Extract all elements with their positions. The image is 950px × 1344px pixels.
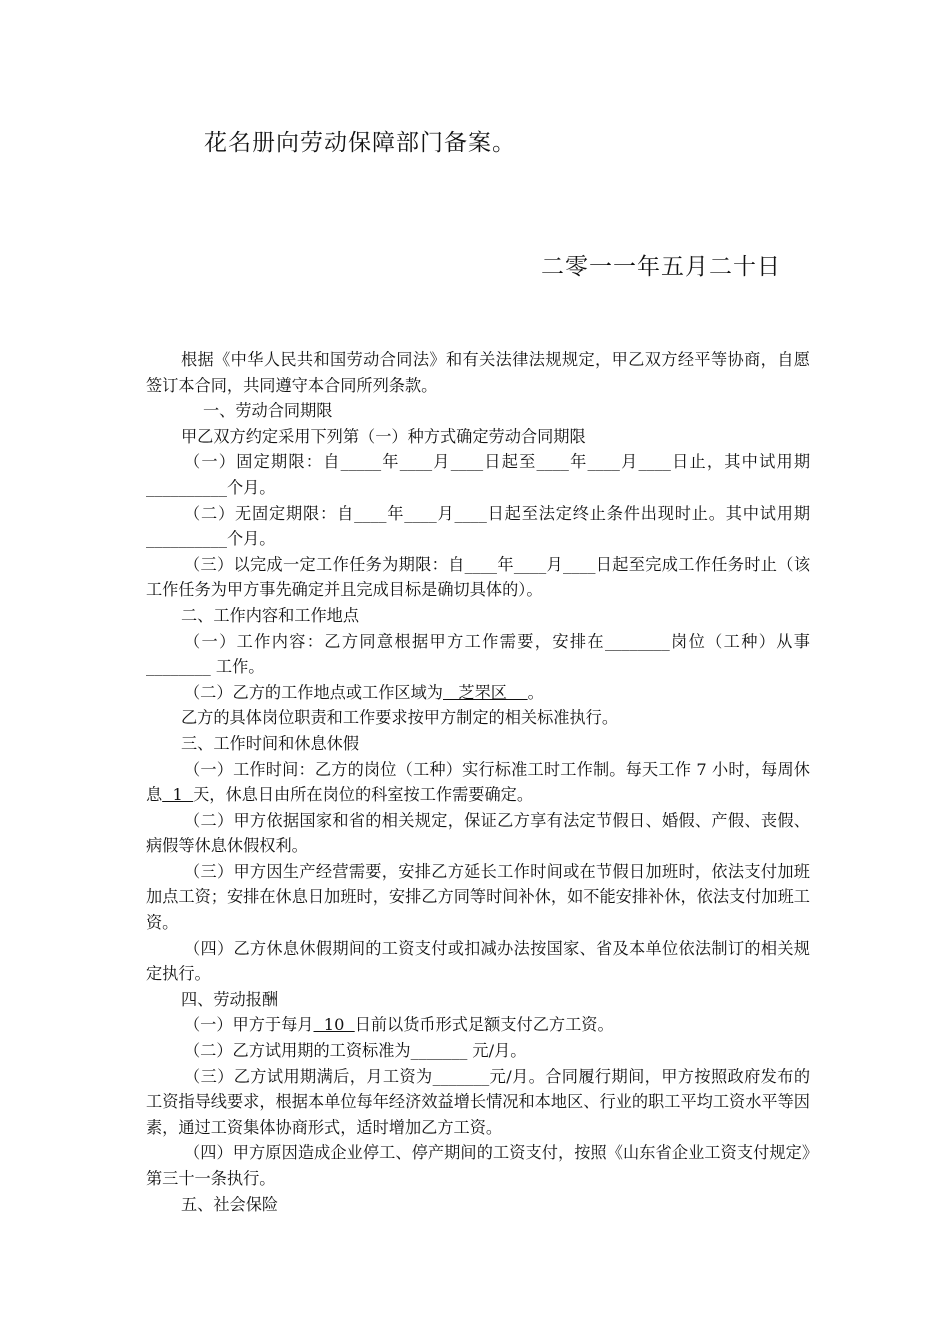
contract-paragraph xyxy=(146,808,810,859)
filled-blank: 1 xyxy=(162,785,194,805)
blank-line: ____ xyxy=(513,554,547,574)
paragraph-text: 日起至法定终止条件出现时止。其中试用期 xyxy=(486,503,811,523)
paragraph-text: （一）工作内容：乙方同意根据甲方工作需要，安排在 xyxy=(184,631,605,651)
blank-line: ____ xyxy=(587,452,620,472)
paragraph-text: 甲乙双方约定采用下列第（一）种方式确定劳动合同期限 xyxy=(181,426,586,446)
filled-blank: 10 xyxy=(313,1015,355,1035)
paragraph-text: （四）乙方休息休假期间的工资支付或扣减办法按国家、省及本单位依法制订的相关规定执行。 xyxy=(146,938,810,984)
paragraph-text: 四、劳动报酬 xyxy=(181,989,279,1009)
blank-line: __________ xyxy=(146,477,227,497)
blank-line: ____ xyxy=(454,503,487,523)
blank-line: ____ xyxy=(563,554,596,574)
paragraph-text: （二）甲方依据国家和省的相关规定，保证乙方享有法定节假日、婚假、产假、丧假、病假等休息休假权利。 xyxy=(146,810,810,856)
blank-line: ________ xyxy=(604,631,670,651)
paragraph-text: 年 xyxy=(386,503,405,523)
paragraph-text: （三）乙方试用期满后，月工资为 xyxy=(184,1066,433,1086)
contract-paragraph xyxy=(146,424,810,450)
paragraph-text: 工作。 xyxy=(210,657,265,677)
paragraph-text: 天，休息日由所在岗位的科室按工作需要确定。 xyxy=(193,785,534,805)
paragraph-text: 岗位（工种）从事 xyxy=(669,631,810,651)
paragraph-text: 日止，其中试用期 xyxy=(670,452,811,472)
contract-body xyxy=(146,347,810,1217)
paragraph-text: （三）甲方因生产经营需要，安排乙方延长工作时间或在节假日加班时，依法支付加班加点工资；安排在休息日加班时，安排乙方同等时间补休，如不能安排补休，依法支付加班工资。 xyxy=(146,861,810,933)
contract-paragraph xyxy=(146,705,810,731)
paragraph-text: 日前以货币形式足额支付乙方工资。 xyxy=(354,1015,614,1035)
paragraph-text: （二）乙方的工作地点或工作区域为 xyxy=(184,682,443,702)
contract-paragraph xyxy=(146,987,810,1013)
contract-paragraph xyxy=(146,501,810,552)
paragraph-text: 年 xyxy=(568,452,588,472)
paragraph-text: （二）无固定期限：自 xyxy=(184,503,355,523)
contract-paragraph xyxy=(146,347,810,398)
contract-paragraph xyxy=(146,680,810,706)
blank-line: __________ xyxy=(146,529,227,549)
paragraph-text: 个月。 xyxy=(226,529,276,549)
contract-paragraph xyxy=(146,757,810,808)
paragraph-text: （一）工作时间：乙方的岗位（工种）实行标准工时工作制。每天工作 7 小时，每周休息 xyxy=(146,759,810,805)
blank-line: ____ xyxy=(536,452,569,472)
paragraph-text: 月 xyxy=(619,452,639,472)
paragraph-text: 元/月。 xyxy=(467,1041,527,1061)
header-line: 花名册向劳动保障部门备案。 xyxy=(204,130,516,156)
paragraph-text: （一）甲方于每月 xyxy=(184,1015,314,1035)
blank-line: _______ xyxy=(432,1066,490,1086)
paragraph-text: （四）甲方原因造成企业停工、停产期间的工资支付，按照《山东省企业工资支付规定》第三十一条执行。 xyxy=(146,1143,810,1188)
contract-paragraph xyxy=(146,936,810,987)
blank-line: _______ xyxy=(410,1041,468,1061)
contract-paragraph xyxy=(146,603,810,629)
contract-paragraph xyxy=(146,398,810,424)
filled-blank: 芝罘区 xyxy=(443,682,528,702)
contract-paragraph xyxy=(146,552,810,603)
paragraph-text: 日起至 xyxy=(483,452,537,472)
paragraph-text: 年 xyxy=(497,554,514,574)
paragraph-text: 乙方的具体岗位职责和工作要求按甲方制定的相关标准执行。 xyxy=(181,708,619,728)
contract-paragraph xyxy=(146,1038,810,1064)
paragraph-text: 月 xyxy=(432,452,451,472)
blank-line: ________ xyxy=(146,657,211,677)
contract-paragraph xyxy=(146,1012,810,1038)
paragraph-text: 年 xyxy=(381,452,400,472)
paragraph-text: （一）固定期限：自 xyxy=(184,452,341,472)
paragraph-text: 五、社会保险 xyxy=(181,1194,279,1214)
paragraph-text: 日起至完成工作任务时止（该工作任务为甲方事先确定并且完成目标是确切具体的）。 xyxy=(146,554,811,600)
contract-paragraph xyxy=(146,1064,810,1141)
blank-line: ____ xyxy=(399,452,433,472)
contract-paragraph xyxy=(146,1192,810,1218)
date-line: 二零一一年五月二十日 xyxy=(541,254,781,280)
blank-line: _____ xyxy=(340,452,382,472)
contract-paragraph xyxy=(146,629,810,680)
contract-paragraph xyxy=(146,449,810,500)
contract-paragraph xyxy=(146,731,810,757)
paragraph-text: 根据《中华人民共和国劳动合同法》和有关法律法规规定，甲乙双方经平等协商，自愿签订本合同，共同遵守本合同所列条款。 xyxy=(146,350,810,395)
paragraph-text: 。 xyxy=(527,682,544,702)
paragraph-text: 二、工作内容和工作地点 xyxy=(181,605,360,625)
blank-line: ____ xyxy=(354,503,387,523)
contract-paragraph xyxy=(146,1140,810,1191)
paragraph-text: （三）以完成一定工作任务为期限：自 xyxy=(184,554,465,574)
paragraph-text: 月 xyxy=(436,503,455,523)
paragraph-text: 元/月。合同履行期间，甲方按照政府发布的工资指导线要求，根据本单位每年经济效益增长情况和本地区、行业的职工平均工资水平等因素，通过工资集体协商形式，适时增加乙方工资。 xyxy=(146,1066,811,1137)
blank-line: ____ xyxy=(638,452,671,472)
blank-line: ____ xyxy=(450,452,484,472)
paragraph-text: 三、工作时间和休息休假 xyxy=(181,733,360,753)
contract-paragraph xyxy=(146,859,810,936)
paragraph-text: （二）乙方试用期的工资标准为 xyxy=(184,1041,411,1061)
blank-line: ____ xyxy=(404,503,437,523)
paragraph-text: 月 xyxy=(546,554,564,574)
blank-line: ____ xyxy=(464,554,497,574)
paragraph-text: 一、劳动合同期限 xyxy=(203,401,333,421)
paragraph-text: 个月。 xyxy=(226,477,276,497)
